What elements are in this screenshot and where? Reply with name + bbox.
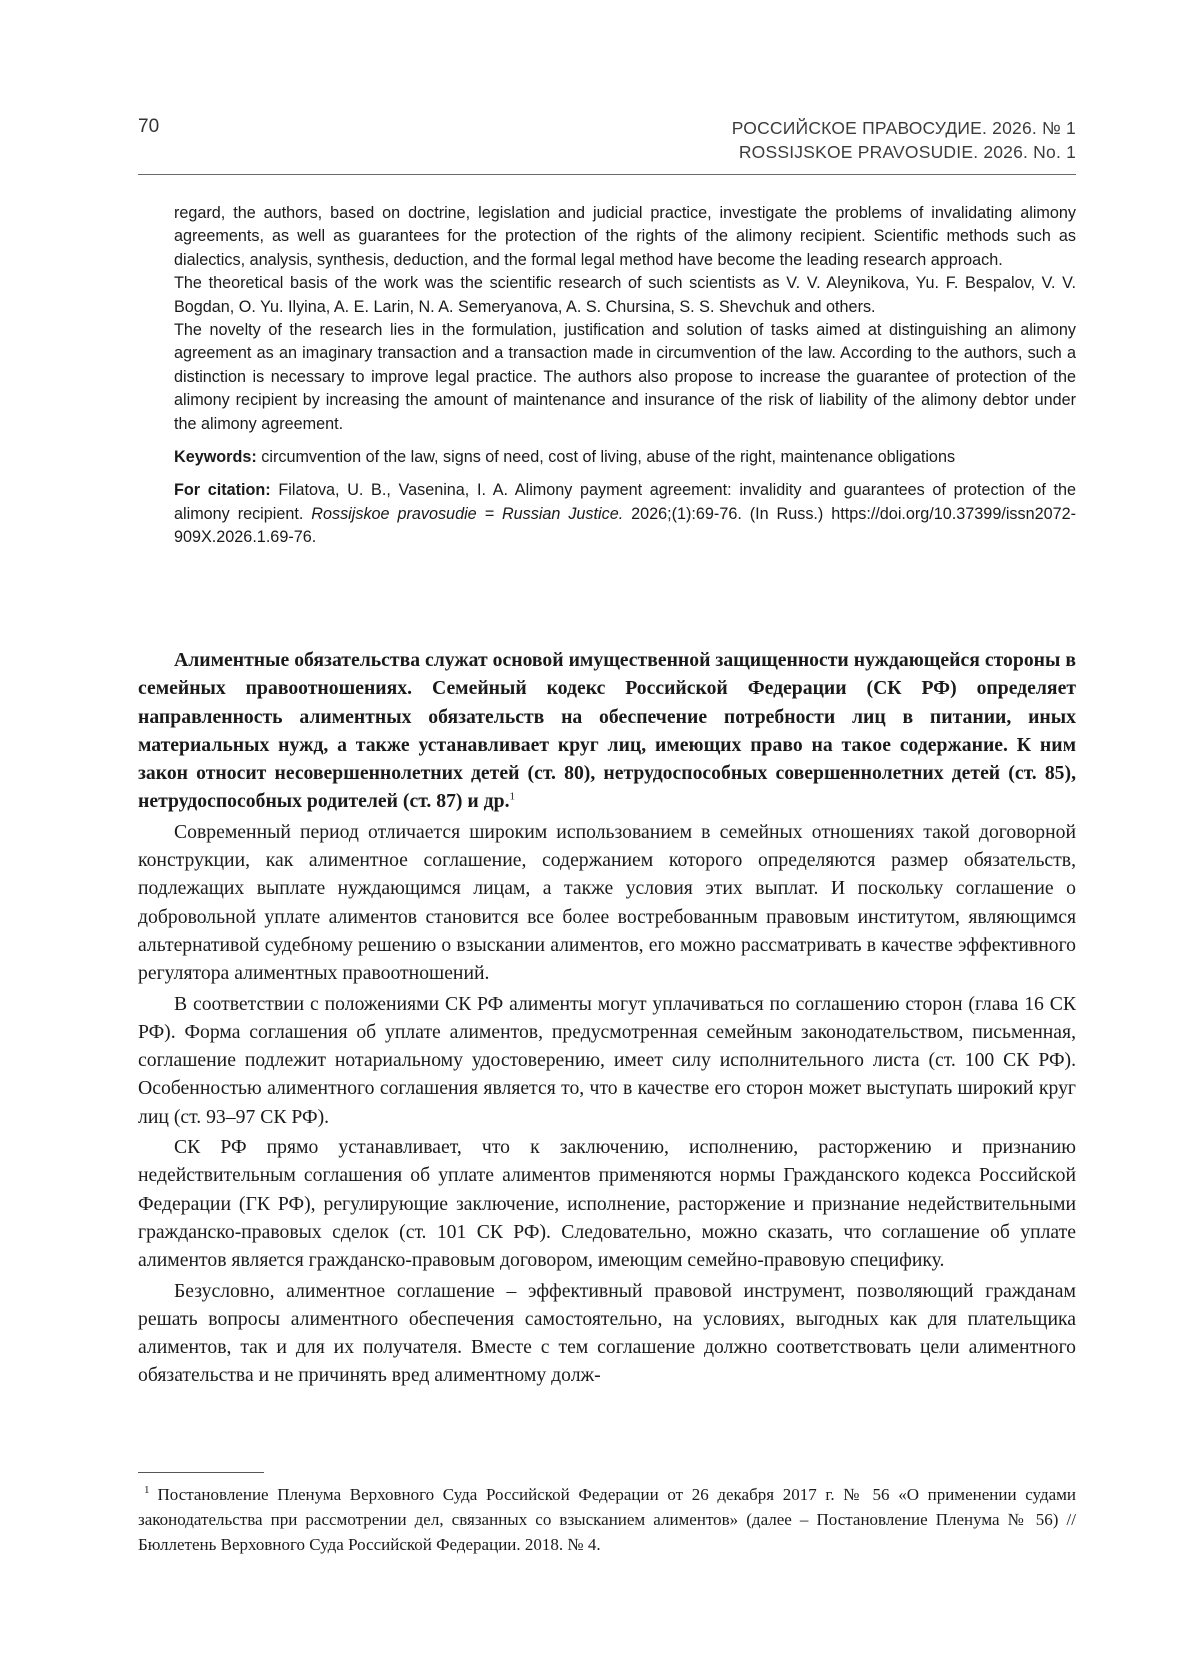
lead-text: Алиментные обязательства служат основой имущественной защищенности нуждающейся стороны в семейных правоотношениях. Семейный кодекс Российской Федерации (СК РФ) определяет направленность алиментных обязательств на обеспечение потребности лиц в питании, иных материальных нужд, а также устанавливает круг лиц, имеющих право на такое содержание. К ним закон относит несовершеннолетних детей (ст. 80), нетрудоспособных совершеннолетних детей (ст. 85), нетрудоспособных родителей (ст. 87) и др.	[138, 649, 1076, 813]
body-paragraph: СК РФ прямо устанавливает, что к заключению, исполнению, расторжению и признанию недействительным соглашения об уплате алиментов применяются нормы Гражданского кодекса Российской Федерации (ГК РФ), регулирующие заключение, исполнение, расторжение и признание недействительными гражданско-правовых сделок (ст. 101 СК РФ). Следовательно, можно сказать, что соглашение об уплате алиментов является гражданско-правовым договором, имеющим семейно-правовую специфику.	[138, 1136, 1076, 1272]
abstract-paragraph: The theoretical basis of the work was the scientific research of such scientists as V. V. Aleynikova, Yu. F. Bespalov, V. V. Bogdan, O. Yu. Ilyina, A. E. Larin, N. A. Semeryanova, A. S. Chursina, S. S. Shevchuk and others.	[174, 274, 1076, 316]
body-paragraph: Безусловно, алиментное соглашение – эффективный правовой инструмент, позволяющий гражданам решать вопросы алиментного обеспечения самостоятельно, на условиях, выгодных как для плательщика алиментов, так и для их получателя. Вместе с тем соглашение должно соответствовать цели алиментного обязательства и не причинять вред алиментному долж-	[138, 1279, 1076, 1387]
citation	[174, 479, 1076, 549]
footnote	[138, 1482, 1076, 1557]
body-paragraph: В соответствии с положениями СК РФ алименты могут уплачиваться по соглашению сторон (глава 16 СК РФ). Форма соглашения об уплате алиментов, предусмотренная семейным законодательством, письменная, соглашение подлежит нотариальному удостоверению, имеет силу исполнительного листа (ст. 100 СК РФ). Особенностью алиментного соглашения является то, что в качестве его сторон может выступать широкий круг лиц (ст. 93–97 СК РФ).	[138, 992, 1076, 1128]
keywords	[174, 446, 1076, 469]
abstract	[174, 202, 1076, 550]
article-body	[138, 646, 1076, 1390]
lead-paragraph	[138, 646, 1076, 816]
footnote-reference[interactable]: 1	[509, 790, 515, 803]
keywords-text: circumvention of the law, signs of need, cost of living, abuse of the right, maintenance obligations	[261, 448, 956, 467]
citation-authors-title: Filatova, U. B., Vasenina, I. A. Alimony payment agreement: invalidity and guarantees of protection of the alimony recipient.	[174, 481, 1076, 523]
journal-info	[732, 116, 1076, 164]
citation-label: For citation:	[174, 481, 271, 500]
footnote-divider	[138, 1472, 264, 1473]
journal-title-en: ROSSIJSKOE PRAVOSUDIE. 2026. No. 1	[738, 142, 1076, 162]
abstract-paragraph: The novelty of the research lies in the formulation, justification and solution of tasks aimed at distinguishing an alimony agreement as an imaginary transaction and a transaction made in circumvention of the law. According to the authors, such a distinction is necessary to improve legal practice. The authors also propose to increase the guarantee of protection of the alimony recipient by increasing the amount of maintenance and insurance of the risk of liability of the alimony debtor under the alimony agreement.	[174, 321, 1076, 433]
citation-details: 2026;(1):69-76. (In Russ.) https://doi.org/10.37399/issn2072-909X.2026.1.69-76.	[174, 504, 1077, 547]
body-paragraph: Современный период отличается широким использованием в семейных отношениях такой договорной конструкции, как алиментное соглашение, содержанием которого определяются размер обязательств, подлежащих выплате нуждающимся лицам, а также условия этих выплат. И поскольку соглашение о добровольной уплате алиментов становится все более востребованным правовым институтом, являющимся альтернативой судебному решению о взыскании алиментов, его можно рассматривать в качестве эффективного регулятора алиментных правоотношений.	[138, 820, 1076, 985]
footnote-number: 1	[144, 1484, 150, 1497]
journal-title-ru: РОССИЙСКОЕ ПРАВОСУДИЕ. 2026. № 1	[731, 118, 1076, 138]
abstract-paragraph: regard, the authors, based on doctrine, legislation and judicial practice, investigate the problems of invalidating alimony agreements, as well as guarantees for the protection of the rights of the alimony recipient. Scientific methods such as dialectics, analysis, synthesis, deduction, and the formal legal method have become the leading research approach.	[174, 204, 1076, 269]
page-number: 70	[138, 116, 160, 137]
footnote-text: Постановление Пленума Верховного Суда Российской Федерации от 26 декабря 2017 г. № 56 «О применении судами законодательства при рассмотрении дел, связанных со взысканием алиментов» (далее – Постановление Пленума № 56) // Бюллетень Верховного Суда Российской Федерации. 2018. № 4.	[138, 1485, 1076, 1554]
keywords-label: Keywords:	[174, 448, 257, 467]
citation-journal: Rossijskoe pravosudie = Russian Justice.	[311, 504, 624, 523]
page-header	[138, 112, 1076, 175]
